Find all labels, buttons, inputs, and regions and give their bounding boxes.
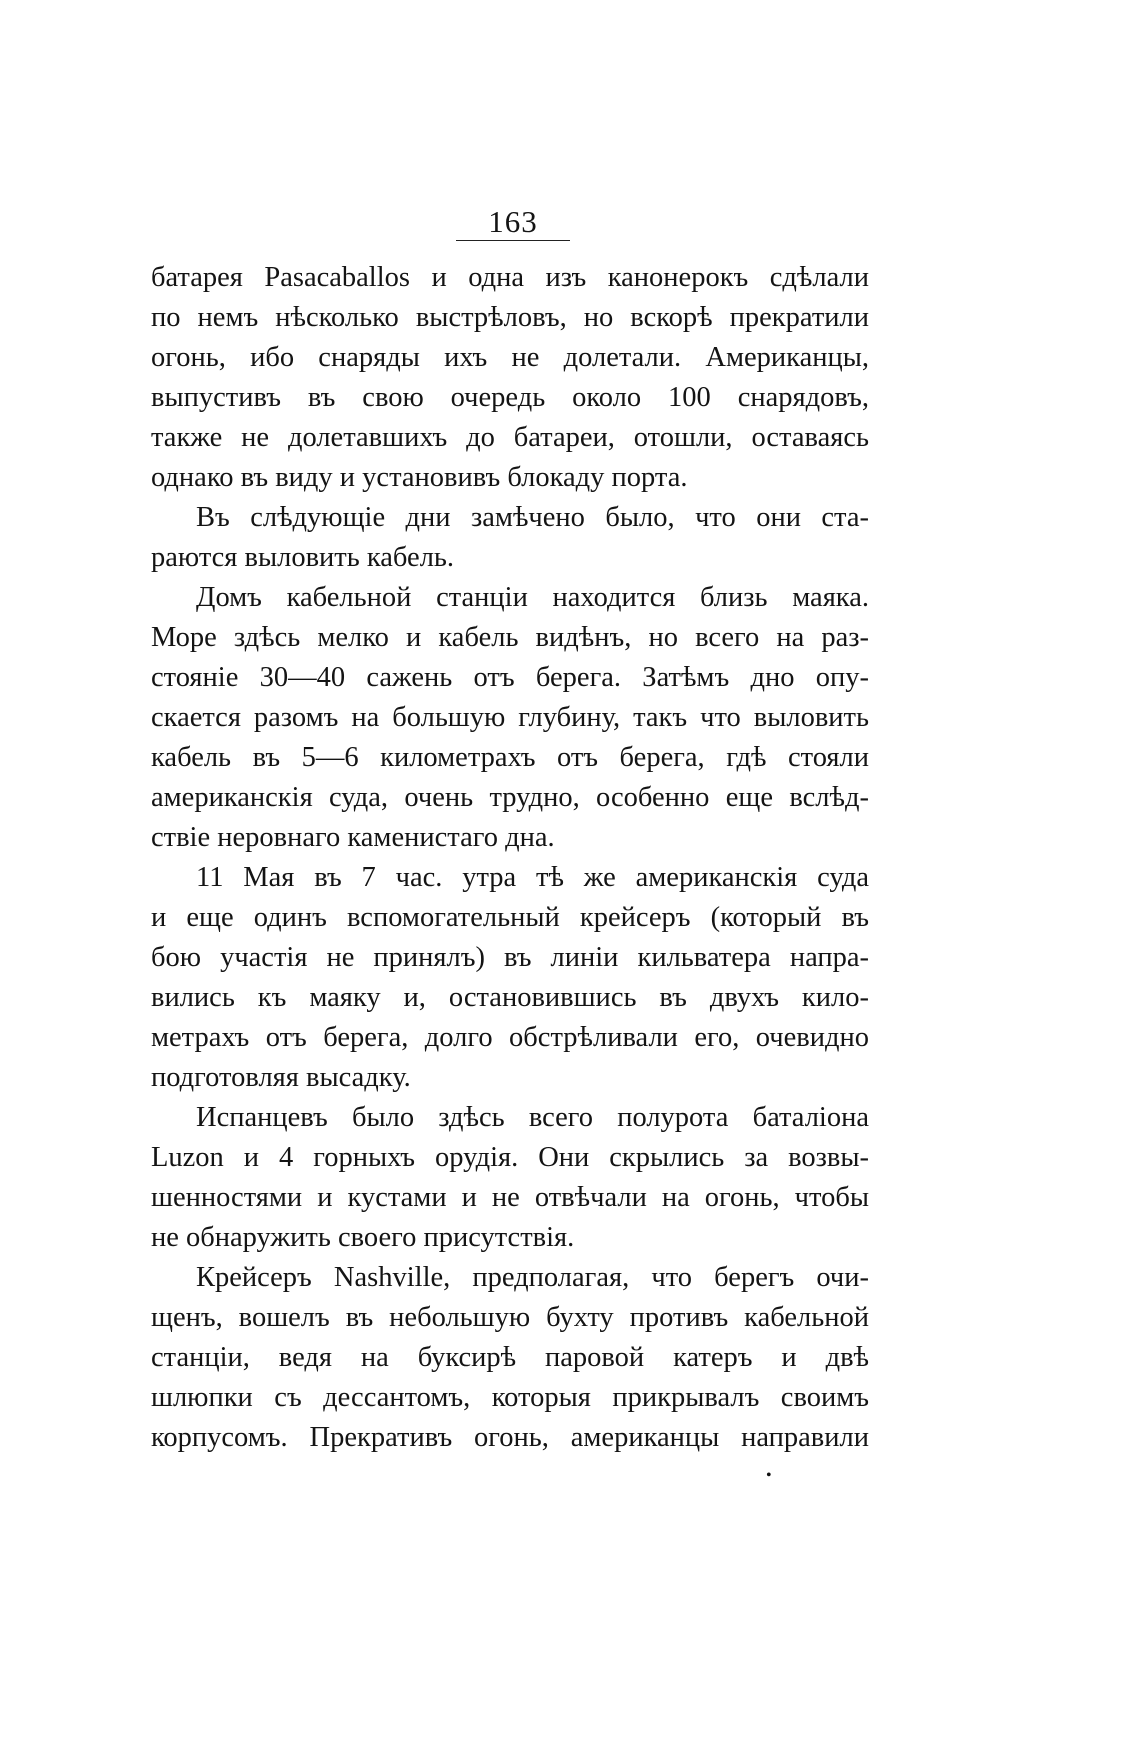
text-line: Море здѣсь мелко и кабель видѣнъ, но всего на раз- (151, 622, 869, 653)
text-line: шенностями и кустами и не отвѣчали на огонь, чтобы (151, 1182, 869, 1213)
text-line: 11 Мая въ 7 час. утра тѣ же американскія суда (196, 862, 869, 893)
text-line: однако въ виду и установивъ блокаду порта. (151, 462, 688, 493)
text-line: выпустивъ въ свою очередь около 100 снарядовъ, (151, 382, 869, 413)
paragraph-3 (151, 578, 869, 858)
text-line: американскія суда, очень трудно, особенно еще вслѣд- (151, 782, 869, 813)
text-line: скается разомъ на большую глубину, такъ что выловить (151, 702, 869, 733)
paragraph-5 (151, 1098, 869, 1258)
paragraph-1 (151, 258, 869, 498)
text-line: шлюпки съ дессантомъ, которыя прикрывалъ своимъ (151, 1382, 869, 1413)
text-line: раются выловить кабель. (151, 542, 455, 573)
text-line: корпусомъ. Прекративъ огонь, американцы направили (151, 1422, 869, 1453)
body-text (151, 258, 869, 1458)
text-line: бою участія не принялъ) въ линіи кильватера напра- (151, 942, 869, 973)
text-line: батарея Pasacaballos и одна изъ канонерокъ сдѣлали (151, 262, 869, 293)
text-line: огонь, ибо снаряды ихъ не долетали. Американцы, (151, 342, 869, 373)
text-line: Въ слѣдующіе дни замѣчено было, что они ста- (196, 502, 869, 533)
text-line: Домъ кабельной станціи находится близь маяка. (196, 582, 869, 613)
text-line: и еще одинъ вспомогательный крейсеръ (который въ (151, 902, 869, 933)
text-line: стояніе 30—40 сажень отъ берега. Затѣмъ дно опу- (151, 662, 869, 693)
text-line: Luzon и 4 горныхъ орудія. Они скрылись за возвы- (151, 1142, 869, 1173)
text-line: Испанцевъ было здѣсь всего полурота баталіона (196, 1102, 869, 1133)
text-line: также не долетавшихъ до батареи, отошли, оставаясь (151, 422, 869, 453)
text-line: метрахъ отъ берега, долго обстрѣливали его, очевидно (151, 1022, 869, 1053)
text-line: подготовляя высадку. (151, 1062, 411, 1093)
stray-ink-mark: • (766, 1467, 772, 1484)
paragraph-2 (151, 498, 869, 578)
page-number-rule (456, 240, 570, 241)
text-line: Крейсеръ Nashville, предполагая, что берегъ очи- (196, 1262, 869, 1293)
text-line: не обнаружить своего присутствія. (151, 1222, 575, 1253)
text-line: ствіе неровнаго каменистаго дна. (151, 822, 555, 853)
paragraph-4 (151, 858, 869, 1098)
text-line: щенъ, вошелъ въ небольшую бухту противъ кабельной (151, 1302, 869, 1333)
text-line: кабель въ 5—6 километрахъ отъ берега, гдѣ стояли (151, 742, 869, 773)
text-line: по немъ нѣсколько выстрѣловъ, но вскорѣ прекратили (151, 302, 869, 333)
text-line: вились къ маяку и, остановившись въ двухъ кило- (151, 982, 869, 1013)
paragraph-6 (151, 1258, 869, 1458)
page-number: 163 (488, 204, 538, 239)
text-line: станціи, ведя на буксирѣ паровой катеръ и двѣ (151, 1342, 869, 1373)
